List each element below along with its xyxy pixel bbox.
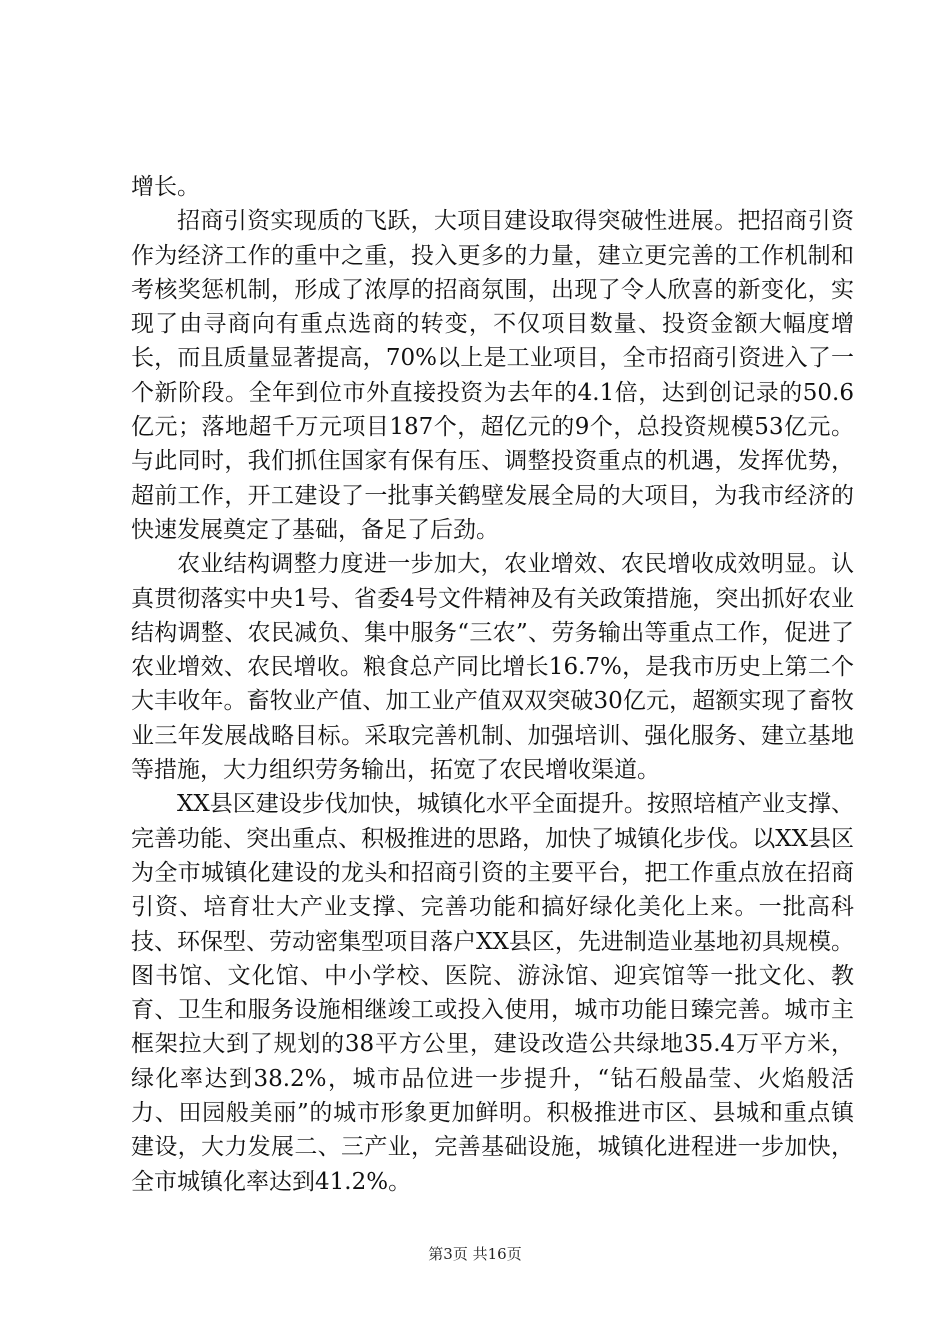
paragraph-urbanization: XX县区建设步伐加快，城镇化水平全面提升。按照培植产业支撑、完善功能、突出重点、积极推进的思路，加快了城镇化步伐。以XX县区为全市城镇化建设的龙头和招商引资的主要平台，把工作重点放在招商引资、培育壮大产业支撑、完善功能和搞好绿化美化上来。一批高科技、环保型、劳动密集型项目落户XX县区，先进制造业基地初具规模。图书馆、文化馆、中小学校、医院、游泳馆、迎宾馆等一批文化、教育、卫生和服务设施相继竣工或投入使用，城市功能日臻完善。城市主框架拉大到了规划的38平方公里，建设改造公共绿地35.4万平方米，绿化率达到38.2%，城市品位进一步提升，“钻石般晶莹、火焰般活力、田园般美丽”的城市形象更加鲜明。积极推进市区、县城和重点镇建设，大力发展二、三产业，完善基础设施，城镇化进程进一步加快，全市城镇化率达到41.2%。 (131, 791, 854, 1195)
paragraph-continuation: 增长。 (131, 174, 200, 200)
page-number-footer: 第3页 共16页 (428, 1245, 522, 1263)
paragraph-investment: 招商引资实现质的飞跃，大项目建设取得突破性进展。把招商引资作为经济工作的重中之重，投入更多的力量，建立更完善的工作机制和考核奖惩机制，形成了浓厚的招商氛围，出现了令人欣喜的新变化，实现了由寻商向有重点选商的转变，不仅项目数量、投资金额大幅度增长，而且质量显著提高，70%以上是工业项目，全市招商引资进入了一个新阶段。全年到位市外直接投资为去年的4.1倍，达到创记录的50.6亿元；落地超千万元项目187个，超亿元的9个，总投资规模53亿元。与此同时，我们抓住国家有保有压、调整投资重点的机遇，发挥优势，超前工作，开工建设了一批事关鹤壁发展全局的大项目，为我市经济的快速发展奠定了基础，备足了后劲。 (131, 208, 854, 543)
paragraph-agriculture: 农业结构调整力度进一步加大，农业增效、农民增收成效明显。认真贯彻落实中央1号、省委4号文件精神及有关政策措施，突出抓好农业结构调整、农民减负、集中服务“三农”、劳务输出等重点工作，促进了农业增效、农民增收。粮食总产同比增长16.7%，是我市历史上第二个大丰收年。畜牧业产值、加工业产值双双突破30亿元，超额实现了畜牧业三年发展战略目标。采取完善机制、加强培训、强化服务、建立基地等措施，大力组织劳务输出，拓宽了农民增收渠道。 (131, 551, 854, 784)
document-body (131, 170, 854, 1199)
